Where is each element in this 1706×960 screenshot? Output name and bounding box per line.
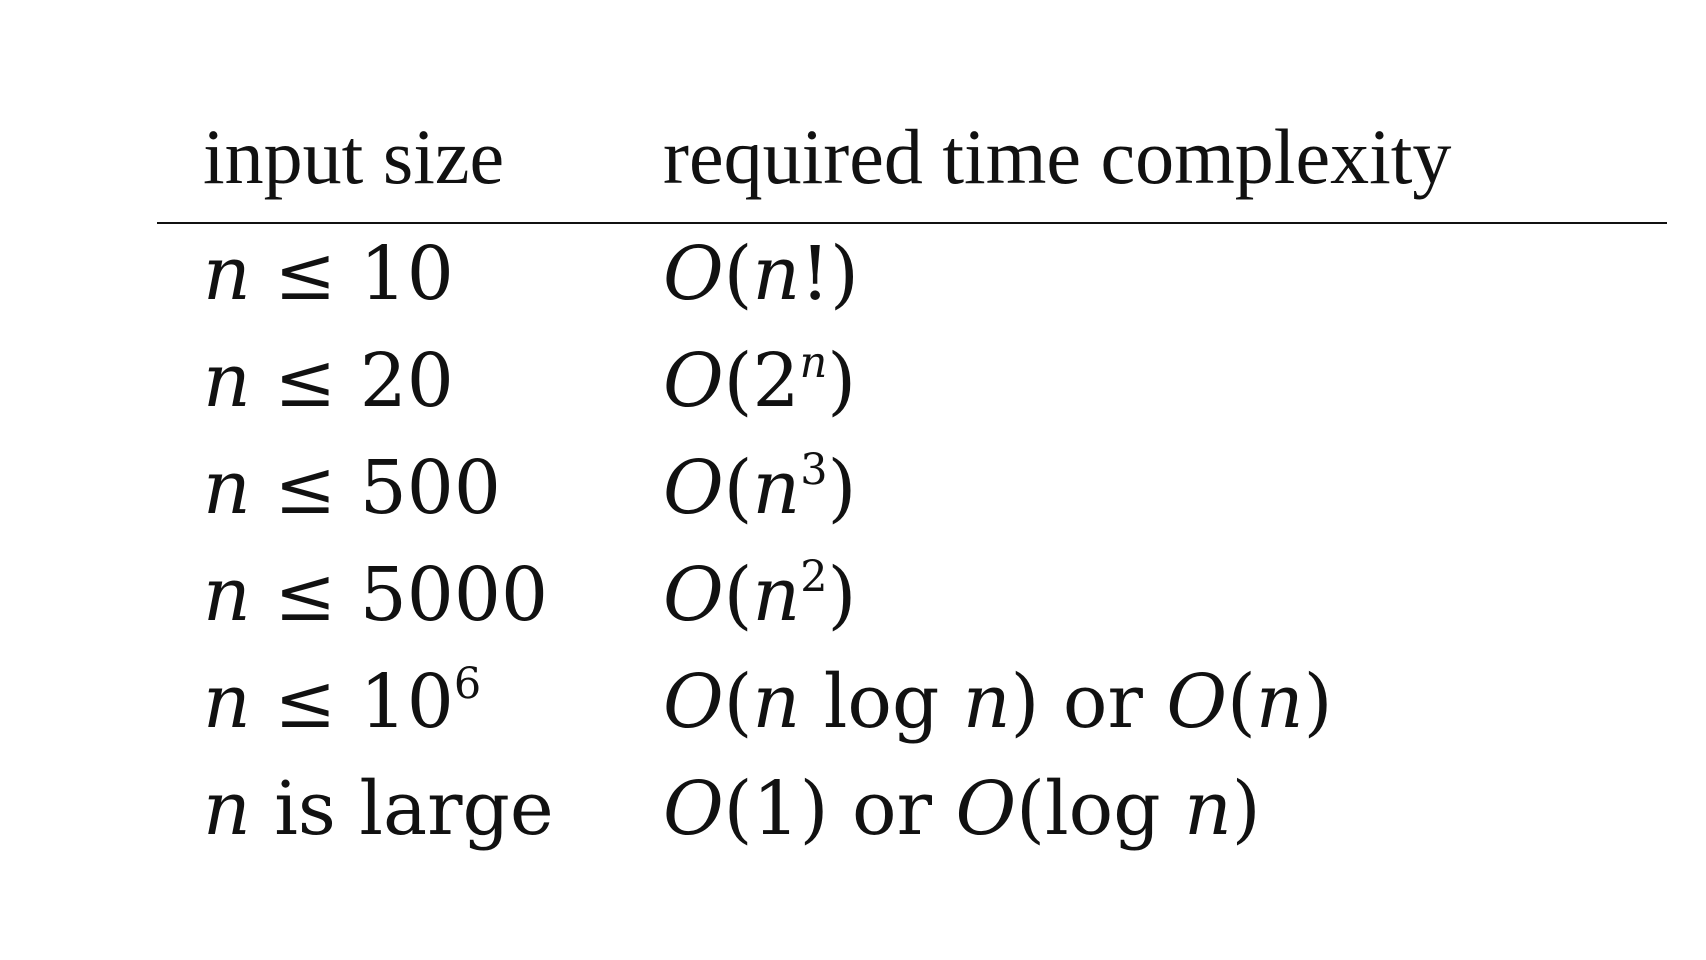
input-size-cell: $n \le 10^6$ — [203, 658, 482, 745]
table-row — [157, 759, 1667, 866]
input-size-cell: n ≤ 20 — [203, 338, 454, 424]
table-header-row — [157, 113, 1667, 203]
time-complexity-table — [157, 113, 1667, 852]
complexity-cell: O(n log n) or O(n) — [663, 659, 1333, 745]
complexity-cell: $O(n^2)$ — [663, 551, 857, 638]
complexity-cell: $O(n^3)$ — [663, 444, 857, 531]
table-row — [157, 545, 1667, 652]
input-size-cell: n ≤ 5000 — [203, 552, 549, 638]
input-size-cell: n is large — [203, 766, 554, 852]
input-size-cell: n ≤ 10 — [203, 231, 454, 317]
table-body — [157, 224, 1667, 866]
input-size-header: input size — [203, 113, 505, 200]
input-size-cell: n ≤ 500 — [203, 445, 501, 531]
table-row — [157, 438, 1667, 545]
table-row — [157, 331, 1667, 438]
complexity-header: required time complexity — [663, 113, 1452, 200]
table-row — [157, 652, 1667, 759]
complexity-cell: O(1) or O(log n) — [663, 766, 1261, 852]
complexity-cell: O(n!) — [663, 231, 859, 317]
table-row — [157, 224, 1667, 331]
complexity-cell: O(2$^n$) — [663, 337, 857, 424]
